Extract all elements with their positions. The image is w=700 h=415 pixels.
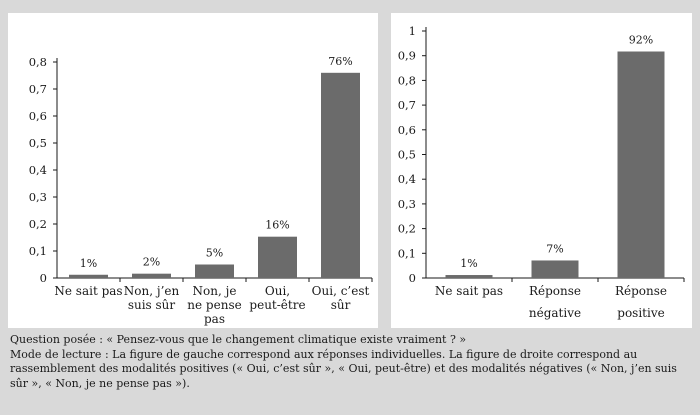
left-bar (258, 237, 297, 278)
right-category-label-line: négative (528, 306, 582, 320)
left-y-tick-label: 0,1 (28, 244, 47, 258)
left-data-label: 2% (142, 255, 161, 269)
caption-reading: Mode de lecture : La figure de gauche correspond aux réponses individuelles. La figure de droite correspond au rassemblement des modalités positives (« Oui, c’est sûr », « Oui, peut-être) et des modalités négatives (« Non, j’en suis sûr », « Non, je ne pense pas »). (10, 347, 677, 390)
left-category-label-line: sûr (330, 298, 351, 312)
left-data-label: 5% (205, 246, 224, 260)
right-category-label (529, 284, 581, 320)
left-data-label: 1% (79, 256, 98, 270)
left-data-label: 76% (328, 54, 353, 68)
right-y-tick-label: 0,5 (397, 147, 416, 162)
left-category-label-line: Non, j’en (123, 284, 180, 298)
left-y-tick-label: 0,8 (28, 55, 47, 69)
right-category-label (615, 284, 667, 320)
left-y-tick-label: 0,4 (28, 163, 47, 177)
left-bar (195, 265, 234, 279)
right-category-label (435, 284, 503, 298)
left-category-label (54, 284, 122, 298)
left-bar (321, 73, 360, 278)
left-category-label-line: Oui, (264, 284, 291, 298)
left-category-label-line: ne pense (187, 298, 242, 312)
right-y-tick-label: 0,3 (397, 196, 416, 211)
caption-question: Question posée : « Pensez-vous que le changement climatique existe vraiment ? » (10, 333, 467, 346)
right-chart-panel (391, 13, 692, 328)
left-y-tick-label: 0,6 (28, 109, 47, 123)
right-y-tick-label: 1 (408, 24, 416, 38)
left-bar (132, 274, 171, 278)
right-y-tick-label: 0,2 (397, 221, 416, 236)
right-bar (618, 52, 665, 278)
right-data-label: 7% (546, 242, 564, 256)
left-category-label-line: peut-être (249, 298, 306, 312)
left-category-label (124, 284, 180, 312)
left-category-label (312, 284, 370, 312)
right-y-tick-label: 0 (408, 271, 416, 285)
right-category-label-line: positive (617, 306, 665, 320)
left-category-label-line: Ne sait pas (54, 284, 123, 298)
right-y-tick-label: 0,9 (397, 48, 416, 63)
left-category-label (187, 284, 241, 326)
right-bar (532, 260, 579, 278)
right-data-label: 92% (628, 33, 654, 47)
right-y-tick-label: 0,1 (397, 246, 416, 261)
left-data-label: 16% (265, 218, 290, 232)
right-y-tick-label: 0,7 (397, 98, 416, 113)
left-y-tick-label: 0,5 (28, 136, 47, 150)
left-category-label-line: Oui, c’est (311, 284, 370, 298)
right-data-label: 1% (460, 257, 478, 271)
right-category-label-line: Réponse (528, 284, 582, 298)
right-y-tick-label: 0,6 (397, 122, 416, 137)
left-y-tick-label: 0,2 (28, 217, 47, 231)
left-y-tick-label: 0,7 (28, 82, 47, 96)
left-y-tick-label: 0 (39, 271, 47, 285)
figure-caption (10, 333, 692, 391)
right-category-label-line: Ne sait pas (434, 284, 504, 298)
right-y-tick-label: 0,8 (397, 73, 416, 88)
left-bar (69, 275, 108, 278)
left-chart-panel (8, 13, 378, 328)
right-bar-chart (391, 13, 692, 328)
right-bar (446, 275, 493, 278)
right-category-label-line: Réponse (614, 284, 668, 298)
left-category-label (249, 284, 305, 312)
left-bar-chart (8, 13, 378, 328)
left-category-label-line: Non, je (192, 284, 237, 298)
left-category-label-line: pas (204, 312, 225, 326)
left-y-tick-label: 0,3 (28, 190, 47, 204)
right-y-tick-label: 0,4 (397, 172, 416, 187)
left-category-label-line: suis sûr (127, 298, 176, 312)
